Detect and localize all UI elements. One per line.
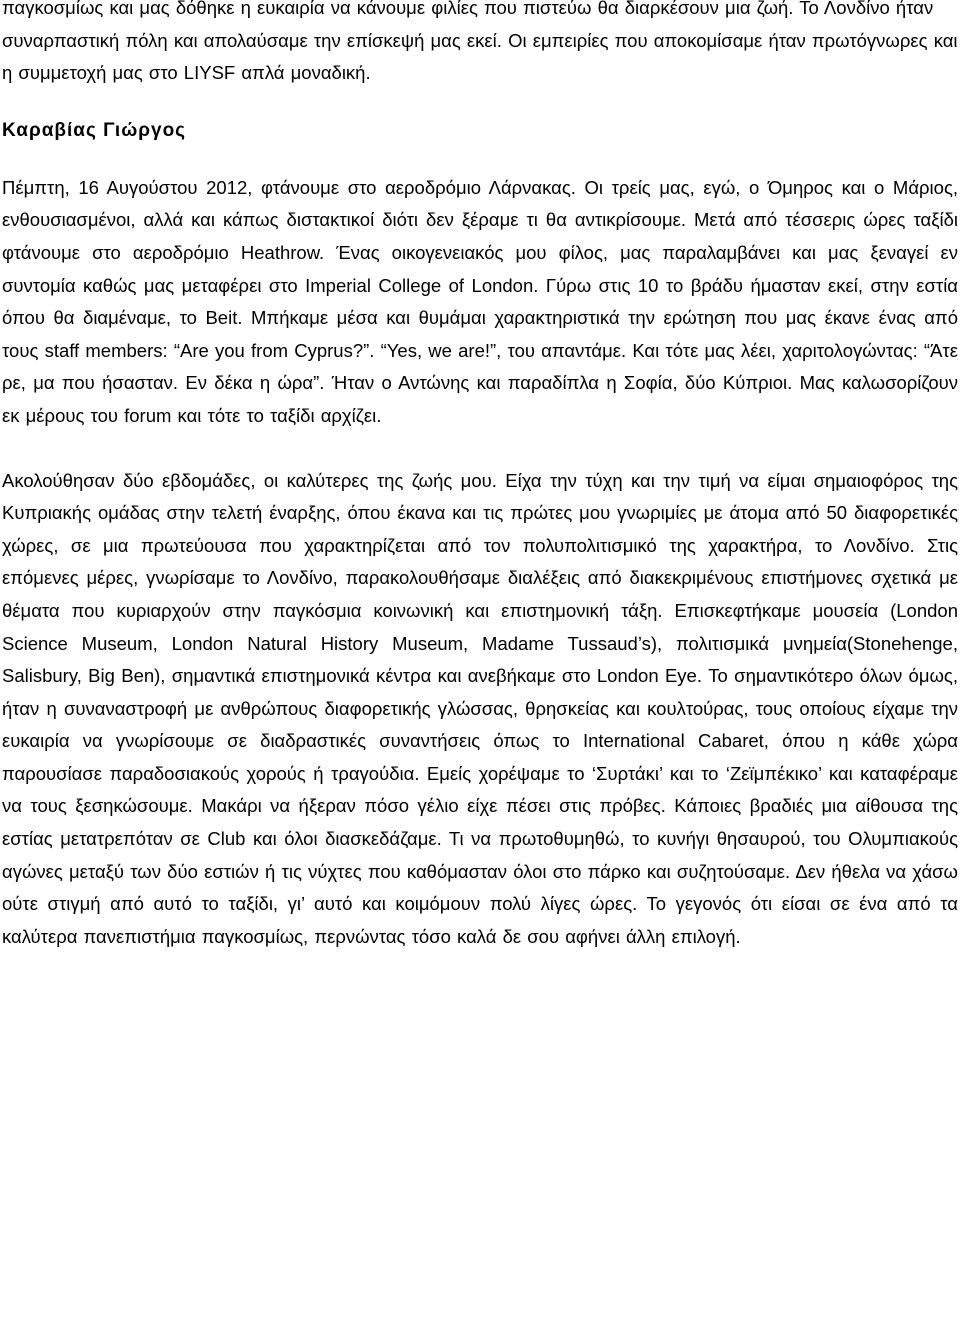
body-paragraph-1: Πέμπτη, 16 Αυγούστου 2012, φτάνουμε στο αεροδρόμιο Λάρνακας. Οι τρείς μας, εγώ, ο Όμηρος και ο Μάριος, ενθουσιασμένοι, αλλά και κάπως διστακτικοί διότι δεν ξέραμε τι θα αντικρίσουμε. Μετά από τέσσερις ώρες ταξίδι φτάνουμε στο αεροδρόμιο Heathrow. Ένας οικογενειακός μου φίλος, μας παραλαμβάνει και μας ξεναγεί εν συντομία καθώς μας μεταφέρει στο Imperial College of London. Γύρω στις 10 το βράδυ ήμασταν εκεί, στην εστία όπου θα διαμέναμε, το Beit. Μπήκαμε μέσα και θυμάμαι χαρακτηριστικά την ερώτηση που μας έκανε ένας από τους staff members: “Are you from Cyprus?”. “Yes, we are!”, του απαντάμε. Και τότε μας λέει, χαριτολογώντας: “Άτε ρε, μα που ήσασταν. Εν δέκα η ώρα”. Ήταν ο Αντώνης και παραδίπλα η Σοφία, δύο Κύπριοι. Μας καλωσορίζουν εκ μέρους του forum και τότε το ταξίδι αρχίζει. xyxy=(2,176,958,426)
intro-paragraph: παγκοσμίως και μας δόθηκε η ευκαιρία να κάνουμε φιλίες που πιστεύω θα διαρκέσουν μια ζωή. Το Λονδίνο ήταν συναρπαστική πόλη και απολαύσαμε την επίσκεψή μας εκεί. Οι εμπειρίες που αποκομίσαμε ήταν πρωτόγνωρες και η συμμετοχή μας στο LIYSF απλά μοναδική. xyxy=(2,0,958,84)
document-page xyxy=(2,0,958,953)
author-name: Καραβίας Γιώργος xyxy=(2,119,187,141)
body-paragraph-2: Ακολούθησαν δύο εβδομάδες, οι καλύτερες της ζωής μου. Είχα την τύχη και την τιμή να είμαι σημαιοφόρος της Κυπριακής ομάδας στην τελετή έναρξης, όπου έκανα και τις πρώτες μου γνωριμίες με άτομα από 50 διαφορετικές χώρες, σε μια πρωτεύουσα που χαρακτηρίζεται από τον πολυπολιτισμικό της χαρακτήρα, το Λονδίνο. Στις επόμενες μέρες, γνωρίσαμε το Λονδίνο, παρακολουθήσαμε διαλέξεις από διακεκριμένους επιστήμονες σχετικά με θέματα που κυριαρχούν στην παγκόσμια κοινωνική και επιστημονική τάξη. Επισκεφτήκαμε μουσεία (London Science Museum, London Natural History Museum, Madame Tussaud’s), πολιτισμικά μνημεία(Stonehenge, Salisbury, Big Ben), σημαντικά επιστημονικά κέντρα και ανεβήκαμε στο London Eye. Το σημαντικότερο όλων όμως, ήταν η συναναστροφή με ανθρώπους διαφορετικής γλώσσας, θρησκείας και κουλτούρας, τους οποίους είχαμε την ευκαιρία να γνωρίσουμε σε διαδραστικές συναντήσεις όπως το International Cabaret, όπου η κάθε χώρα παρουσίασε παραδοσιακούς χορούς ή τραγούδια. Εμείς χορέψαμε το ‘Συρτάκι’ και το ‘Ζεϊμπέκικο’ και καταφέραμε να τους ξεσηκώσουμε. Μακάρι να ήξεραν πόσο γέλιο είχε πέσει στις πρόβες. Κάποιες βραδιές μια αίθουσα της εστίας μετατρεπόταν σε Club και όλοι διασκεδάζαμε. Τι να πρωτοθυμηθώ, το κυνήγι θησαυρού, του Ολυμπιακούς αγώνες μεταξύ των δύο εστιών ή τις νύχτες που καθόμασταν όλοι στο πάρκο και συζητούσαμε. Δεν ήθελα να χάσω ούτε στιγμή από αυτό το ταξίδι, γι’ αυτό και κοιμόμουν πολύ λίγες ώρες. Το γεγονός ότι είσαι σε ένα από τα καλύτερα πανεπιστήμια παγκοσμίως, περνώντας τόσο καλά δε σου αφήνει άλλη επιλογή. xyxy=(2,469,958,947)
